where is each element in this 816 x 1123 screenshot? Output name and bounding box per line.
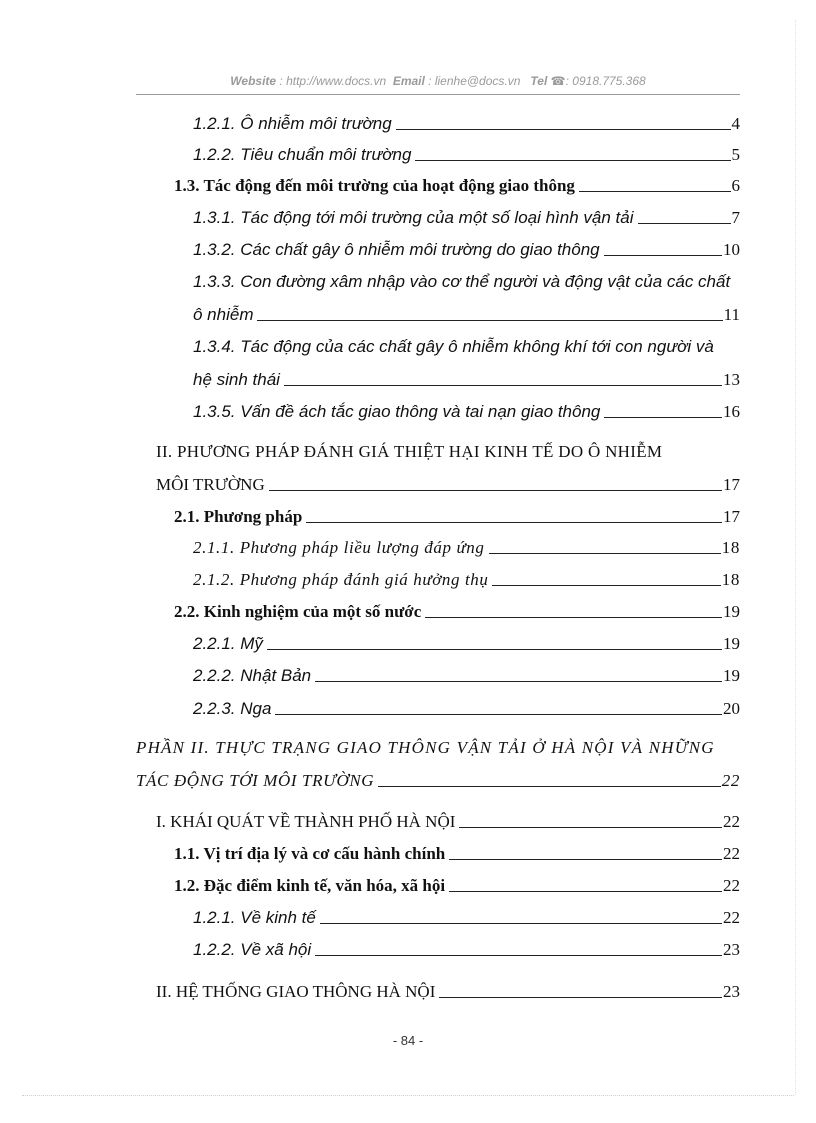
- toc-entry-label: II. HỆ THỐNG GIAO THÔNG HÀ NỘI: [156, 982, 436, 1001]
- toc-entry: [193, 402, 740, 422]
- toc-entry: [156, 475, 740, 495]
- toc-entry-page: 20: [723, 699, 740, 718]
- toc-entry: [156, 982, 740, 1002]
- toc-entry-page: 13: [723, 370, 740, 389]
- toc-entry-label: 2.2.1. Mỹ: [193, 634, 263, 653]
- toc-entry-page: 23: [723, 940, 740, 959]
- toc-leader: [306, 521, 722, 523]
- toc-entry-label: MÔI TRƯỜNG: [156, 475, 265, 494]
- toc-leader: [579, 190, 731, 192]
- toc-entry: [193, 114, 740, 134]
- telephone-icon: ☎: [550, 74, 566, 88]
- toc-leader: [638, 222, 731, 224]
- page-border-bottom: [22, 1095, 794, 1096]
- toc-entry-label: 1.1. Vị trí địa lý và cơ cấu hành chính: [174, 844, 446, 863]
- toc-entry-label: I. KHÁI QUÁT VỀ THÀNH PHỐ HÀ NỘI: [156, 812, 456, 831]
- toc-entry: [193, 370, 740, 390]
- toc-entry-label: 1.2. Đặc điểm kinh tế, văn hóa, xã hội: [174, 876, 446, 895]
- toc-entry-page: 22: [723, 876, 740, 895]
- toc-entry: [174, 176, 740, 196]
- toc-entry-page: 22: [723, 812, 740, 831]
- toc-entry: [136, 771, 740, 791]
- toc-entry-label: ô nhiễm: [193, 305, 254, 324]
- toc-entry-label: 1.2.1. Về kinh tế: [193, 908, 316, 927]
- toc-leader: [284, 384, 722, 386]
- page-header: [136, 74, 740, 88]
- toc-leader: [492, 584, 720, 586]
- toc-entry-label: hệ sinh thái: [193, 370, 280, 389]
- toc-entry-label: 2.2. Kinh nghiệm của một số nước: [174, 602, 422, 621]
- toc-leader: [267, 648, 722, 650]
- toc-entry-page: 16: [723, 402, 740, 421]
- toc-entry-label: 1.3.1. Tác động tới môi trường của một số loại hình vận tải: [193, 208, 634, 227]
- toc-entry-page: 18: [721, 570, 740, 589]
- toc-entry-page: 5: [731, 145, 740, 164]
- toc-leader: [439, 996, 722, 998]
- page-number: - 84 -: [392, 1033, 424, 1048]
- toc-leader: [449, 858, 722, 860]
- toc-entry-label: 1.3.2. Các chất gây ô nhiễm môi trường do giao thông: [193, 240, 600, 259]
- toc-entry-label: 1.3.5. Vấn đề ách tắc giao thông và tai nạn giao thông: [193, 402, 601, 421]
- email-value: : lienhe@docs.vn: [428, 74, 521, 88]
- toc-entry-page: 6: [731, 176, 740, 195]
- toc-entry: [174, 602, 740, 622]
- toc-entry: [174, 507, 740, 527]
- toc-entry: [193, 570, 740, 590]
- toc-leader: [449, 890, 722, 892]
- toc-entry: [193, 699, 740, 719]
- toc-leader: [604, 254, 722, 256]
- toc-leader: [378, 785, 721, 787]
- toc-entry-label: TÁC ĐỘNG TỚI MÔI TRƯỜNG: [136, 771, 375, 790]
- tel-value: : 0918.775.368: [565, 74, 646, 88]
- toc-entry-label: 2.1. Phương pháp: [174, 507, 303, 526]
- page-border-right: [795, 20, 796, 1095]
- toc-entry-line1: 1.3.4. Tác động của các chất gây ô nhiễm không khí tới con người và: [193, 337, 714, 356]
- toc-entry: [193, 208, 740, 228]
- toc-entry-page: 22: [723, 844, 740, 863]
- toc-entry-label: 2.1.1. Phương pháp liều lượng đáp ứng: [193, 538, 485, 557]
- toc-entry: [156, 812, 740, 832]
- toc-leader: [257, 319, 722, 321]
- toc-leader: [275, 713, 722, 715]
- toc-leader: [315, 954, 722, 956]
- toc-leader: [269, 489, 722, 491]
- toc-entry-label: 1.2.1. Ô nhiễm môi trường: [193, 114, 392, 133]
- toc-entry: [174, 844, 740, 864]
- toc-entry-page: 19: [723, 666, 740, 685]
- toc-entry-label: 2.2.3. Nga: [193, 699, 272, 718]
- toc-entry: [193, 145, 740, 165]
- toc-entry-page: 7: [731, 208, 740, 227]
- toc-entry-page: 17: [723, 475, 740, 494]
- tel-label: Tel: [530, 74, 548, 88]
- toc-entry: [193, 634, 740, 654]
- toc-entry-page: 23: [723, 982, 740, 1001]
- toc-entry-page: 22: [721, 771, 740, 790]
- toc-entry-page: 22: [723, 908, 740, 927]
- toc-entry: [193, 240, 740, 260]
- toc-entry-page: 19: [723, 634, 740, 653]
- toc-entry: [193, 666, 740, 686]
- toc-leader: [320, 922, 722, 924]
- toc-leader: [396, 128, 731, 130]
- toc-entry-label: 1.2.2. Tiêu chuẩn môi trường: [193, 145, 412, 164]
- website-label: Website: [230, 74, 277, 88]
- toc-entry-page: 10: [723, 240, 740, 259]
- toc-leader: [489, 552, 721, 554]
- toc-entry-page: 19: [723, 602, 740, 621]
- toc-entry-page: 11: [723, 305, 740, 324]
- toc-entry: [193, 305, 740, 325]
- toc-entry-label: 1.2.2. Về xã hội: [193, 940, 312, 959]
- toc-entry-page: 17: [723, 507, 740, 526]
- toc-leader: [604, 416, 722, 418]
- email-label: Email: [392, 74, 425, 88]
- toc-entry-label: 1.3. Tác động đến môi trường của hoạt động giao thông: [174, 176, 575, 195]
- header-rule: [136, 94, 740, 95]
- toc-entry-label: 2.2.2. Nhật Bản: [193, 666, 312, 685]
- toc-leader: [415, 159, 730, 161]
- toc-leader: [315, 680, 722, 682]
- toc-entry-page: 18: [721, 538, 740, 557]
- toc-entry: [174, 876, 740, 896]
- toc-entry-line1: II. PHƯƠNG PHÁP ĐÁNH GIÁ THIỆT HẠI KINH TẾ DO Ô NHIỄM: [156, 442, 663, 461]
- toc-entry-line1: PHẦN II. THỰC TRẠNG GIAO THÔNG VẬN TẢI Ở HÀ NỘI VÀ NHỮNG: [136, 738, 715, 757]
- toc-entry: [193, 538, 740, 558]
- toc-leader: [459, 826, 722, 828]
- toc-entry: [193, 908, 740, 928]
- toc-leader: [425, 616, 722, 618]
- toc-entry-line1: 1.3.3. Con đường xâm nhập vào cơ thể người và động vật của các chất: [193, 272, 731, 291]
- toc-entry: [193, 940, 740, 960]
- website-value: : http://www.docs.vn: [279, 74, 387, 88]
- toc-entry-label: 2.1.2. Phương pháp đánh giá hưởng thụ: [193, 570, 489, 589]
- toc-entry-page: 4: [731, 114, 740, 133]
